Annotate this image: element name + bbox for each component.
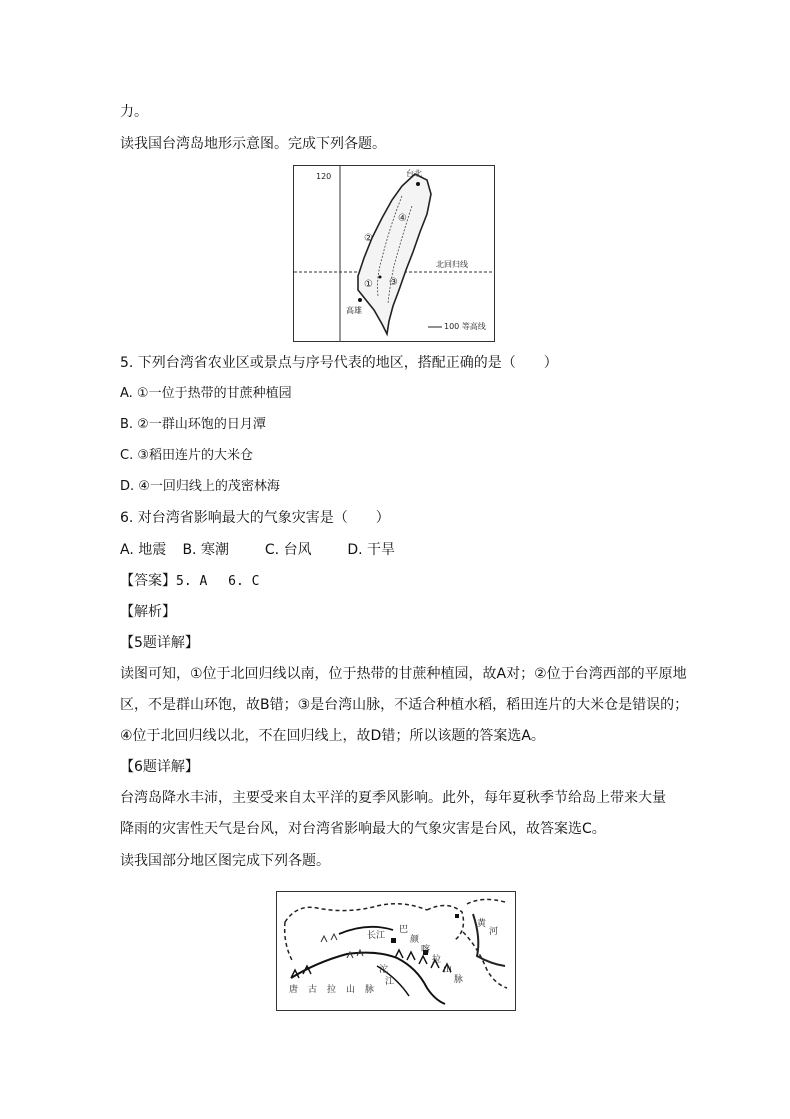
city-label-gaoxiong: 高雄 [346,306,362,315]
instruction-region-map: 读我国部分地区图完成下列各题。 [120,853,330,869]
question-6-options [120,540,395,560]
region-marker-4: ④ [398,213,407,224]
question-5-option-a: A. ①一位于热带的甘蔗种植园 [120,386,292,401]
question-6-option-b: B. 寒潮 [182,542,229,558]
question-6-option-d: D. 干旱 [347,542,396,558]
taiwan-map-graphic [294,166,494,341]
city-label-taibei: 台北 [406,169,422,178]
question-6-stem: 6. 对台湾省影响最大的气象灾害是（ ） [120,510,390,526]
question-6-option-c: C. 台风 [264,542,312,558]
detail-5-label: 【5题详解】 [120,635,199,651]
label-tanggula: 唐古拉山脉 [289,985,385,995]
label-changjiang: 长江 [367,931,386,941]
detail-6-label: 【6题详解】 [120,759,199,775]
question-5-option-d: D. ④一回归线上的茂密林海 [120,479,280,494]
label-la: 拉 [432,955,442,965]
detail-6-line-2: 降雨的灾害性天气是台风，对台湾省影响最大的气象灾害是台风，故答案选C。 [120,821,606,837]
label-huang: 黄 [477,919,487,929]
label-shan: 山 [443,965,453,975]
label-jiang: 江 [385,977,395,987]
tropic-of-cancer-label: 北回归线 [436,260,468,269]
label-ba: 巴 [399,925,409,935]
detail-5-line-2: 区，不是群山环饱，故B错；③是台湾山脉，不适合种植水稻，稻田连片的大米仓是错误的； [120,697,689,713]
question-5-stem: 5. 下列台湾省农业区或景点与序号代表的地区，搭配正确的是（ ） [120,355,558,371]
label-tuo: 沱 [379,965,389,975]
longitude-label: 120 [316,172,332,181]
answer-line [120,571,259,592]
question-6-option-a: A. 地震 [120,542,167,558]
contour-legend: 100 等高线 [444,322,486,331]
region-marker-1: ① [364,279,373,290]
label-yan: 颜 [410,935,420,945]
region-marker-3: ③ [389,277,398,288]
text-fragment: 力。 [120,104,148,120]
label-mai: 脉 [454,975,464,985]
answer-text: 5. A 6. C [176,574,260,589]
detail-5-line-3: ④位于北回归线以北，不在回归线上，故D错；所以该题的答案选A。 [120,728,545,744]
region-marker-2: ② [364,233,373,244]
answer-label: 【答案】 [120,573,176,589]
question-5-option-b: B. ②一群山环饱的日月潭 [120,417,266,432]
taiwan-terrain-map [293,165,495,342]
region-map [276,891,516,1011]
detail-5-line-1: 读图可知，①位于北回归线以南，位于热带的甘蔗种植园，故A对；②位于台湾西部的平原地 [120,666,687,682]
instruction-taiwan-map: 读我国台湾岛地形示意图。完成下列各题。 [120,136,386,152]
label-ka: 喀 [421,945,431,955]
detail-6-line-1: 台湾岛降水丰沛，主要受来自太平洋的夏季风影响。此外，每年夏秋季节给岛上带来大量 [120,790,666,806]
analysis-label: 【解析】 [120,604,176,620]
question-5-option-c: C. ③稻田连片的大米仓 [120,448,253,463]
label-he: 河 [489,927,499,937]
